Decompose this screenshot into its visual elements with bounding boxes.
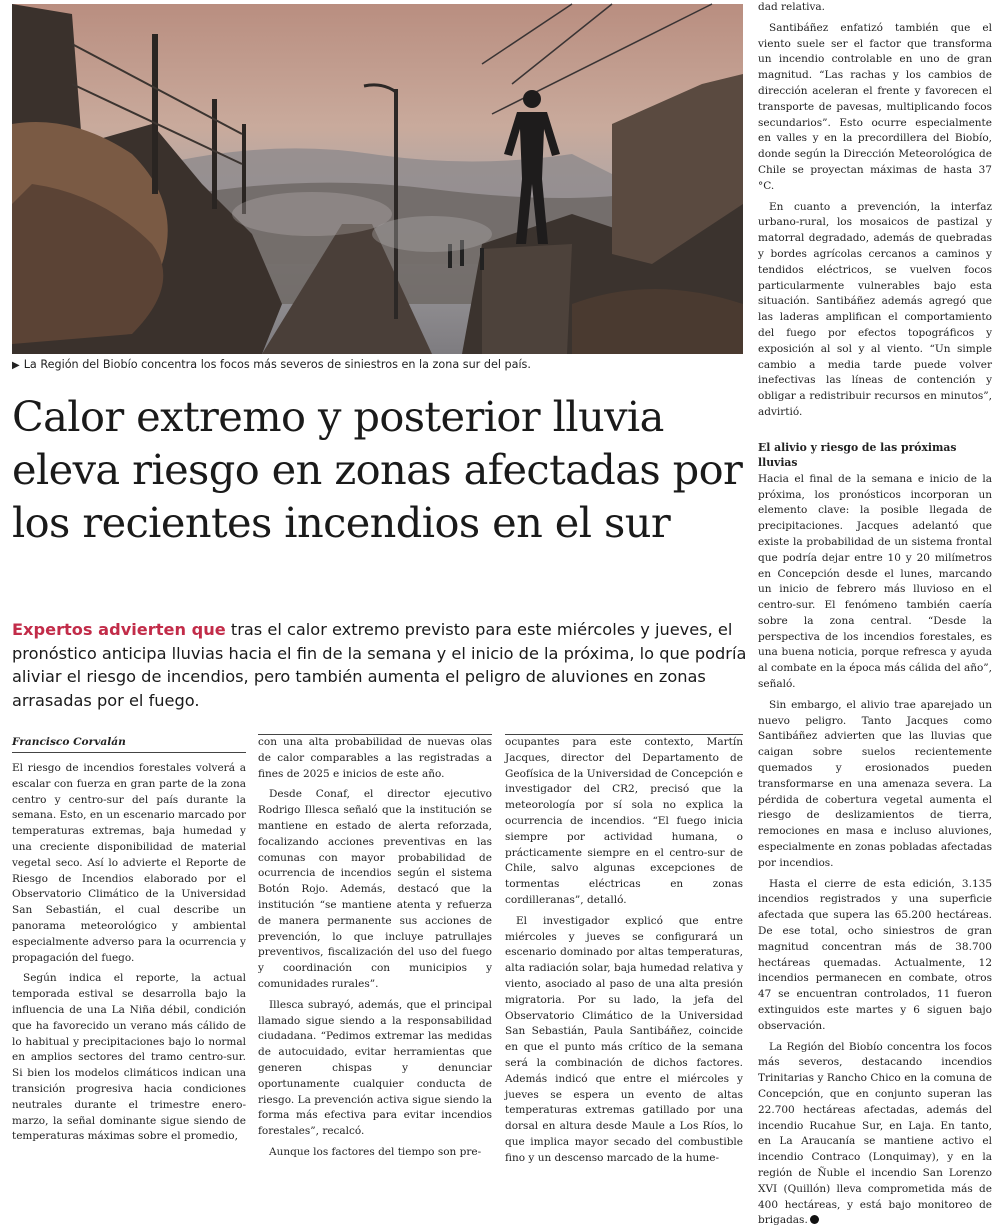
lead-text: tras el calor extremo previsto para este miércoles y jueves, el pronóstico anticipa lluvias hacia el fin de la semana y el inicio de la próxima, lo que podría aliviar el riesgo de incendios, pero también aumenta el peligro de aluviones en zonas arrasadas por el fuego. — [12, 620, 747, 710]
fire-aftermath-photo-illustration — [12, 4, 743, 354]
section-subheading: El alivio y riesgo de las próximas lluvias — [758, 440, 957, 469]
photo-caption-text: La Región del Biobío concentra los focos más severos de siniestros en la zona sur del país. — [23, 358, 531, 371]
author-byline: Francisco Corvalán — [12, 734, 246, 753]
paragraph: ocupantes para este contexto, Martín Jacques, director del Departamento de Geofísica de la Universidad de Concepción e investigador del CR2, precisó que la meteorología por sí sola no explica la ocurrencia de incendios. “El fuego inicia siempre por actividad humana, o prácticamente siempre en el centro-sur de Chile, salvo algunas excepciones de tormentas eléctricas en zonas cordilleranas”, detalló. — [505, 736, 743, 906]
paragraph: con una alta probabilidad de nuevas olas de calor comparables a las registradas a fines de 2025 e inicios de este año. — [258, 736, 492, 780]
photo-caption — [12, 357, 747, 374]
paragraph: Según indica el reporte, la actual temporada estival se desarrolla bajo la influencia de una La Niña débil, condición que ha favorecido un verano más cálido de lo habitual y precipitaciones bajo lo normal en amplios sectores del tramo centro-sur. Si bien los modelos climáticos indican una transición progresiva hacia condiciones neutrales durante el trimestre enero-marzo, la señal dominante sigue siendo de temperaturas máximas sobre el promedio, — [12, 972, 246, 1143]
triangle-right-icon: ▶ — [12, 360, 20, 371]
lead-highlight: Expertos advierten que — [12, 620, 226, 639]
paragraph: Desde Conaf, el director ejecutivo Rodrigo Illesca señaló que la institución se mantiene en estado de alerta reforzada, focalizando acciones preventivas en las comunas con mayor probabilidad de ocurrencia de incendios según el sistema Botón Rojo. Además, destacó que la institución “se mantiene atenta y refuerza de manera permanente sus acciones de prevención, lo que incluye patrullajes preventivos, fiscalización del uso del fuego y coordinación con municipios y comunidades rurales”. — [258, 788, 492, 990]
paragraph: El investigador explicó que entre miércoles y jueves se configurará un escenario dominado por altas temperaturas, alta radiación solar, baja humedad relativa y viento, asociado al paso de una alta presión migratoria. Por su lado, la jefa del Observatorio Climático de la Universidad San Sebastián, Paula Santibáñez, coincide en que el punto más crítico de la semana será la combinación de dichos factores. Además indicó que entre el miércoles y jueves se espera un evento de altas temperaturas extremas gatillado por una dorsal en altura desde Maule a Los Ríos, lo que implica mayor secado del combustible fino y un descenso marcado de la hume- — [505, 914, 743, 1164]
paragraph: El riesgo de incendios forestales volverá a escalar con fuerza en gran parte de la zona centro y centro-sur del país durante la semana. Esto, en un escenario marcado por temperaturas extremas, baja humedad y una creciente disponibilidad de material vegetal seco. Así lo advierte el Reporte de Riesgo de Incendios elaborado por el Observatorio Climático de la Universidad San Sebastián, el cual describe un panorama meteorológico y ambiental especialmente adverso para la ocurrencia y propagación del fuego. — [12, 762, 246, 964]
paragraph: En cuanto a prevención, la interfaz urbano-rural, los mosaicos de pastizal y matorral degradado, además de quebradas y bordes agrícolas cercanos a caminos y tendidos eléctricos, se vuelven focos particularmente vulnerables bajo esta situación. Santibáñez además agregó que las laderas amplifican el comportamiento del fuego por efectos topográficos y exposición al sol y al viento. “Un simple cambio a media tarde puede volver inefectivas las líneas de contención y obligar a redistribuir recursos en minutos”, advirtió. — [758, 200, 992, 418]
body-column-3 — [505, 734, 743, 1166]
paragraph: Sin embargo, el alivio trae aparejado un nuevo peligro. Tanto Jacques como Santibáñez advierten que las lluvias que caigan sobre suelos recientemente quemados y erosionados pueden transformarse en una amenaza severa. La pérdida de cobertura vegetal aumenta el riesgo de deslizamientos de tierra, remociones en masa e incluso aluviones, especialmente en zonas pobladas afectadas por incendios. — [758, 698, 992, 869]
paragraph: Aunque los factores del tiempo son pre- — [269, 1145, 482, 1158]
paragraph-last — [758, 1040, 992, 1229]
article-photo — [12, 4, 743, 354]
body-column-1 — [12, 734, 246, 1165]
paragraph: Santibáñez enfatizó también que el viento suele ser el factor que transforma un incendio controlable en uno de gran magnitud. “Las rachas y los cambios de dirección aceleran el frente y favorecen el transporte de pavesas, multiplicando focos secundarios”. Esto ocurre especialmente en valles y en la precordillera del Biobío, donde según la Dirección Meteorológica de Chile se proyectan máximas de hasta 37 °C. — [758, 21, 992, 192]
paragraph: Hasta el cierre de esta edición, 3.135 incendios registrados y una superficie afectada que supera las 65.200 hectáreas. De ese total, ocho siniestros de gran magnitud concentran más de 38.700 hectáreas quemadas. Actualmente, 12 incendios permanecen en combate, otros 47 se encuentran controlados, 11 fueron extinguidos este martes y 6 siguen bajo observación. — [758, 877, 992, 1032]
article-lead — [12, 618, 747, 712]
body-column-4 — [758, 0, 992, 1227]
article-headline: Calor extremo y posterior lluvia eleva riesgo en zonas afectadas por los recientes incendios en el sur — [12, 392, 743, 547]
paragraph: Hacia el final de la semana e inicio de la próxima, los pronósticos incorporan un elemento clave: la posible llegada de precipitaciones. Jacques adelantó que existe la probabilidad de un sistema frontal que podría dejar entre 10 y 20 milímetros en Concepción desde el lunes, marcando un inicio de febrero más lluvioso en el centro-sur. El fenómeno también caería sobre la zona central. “Desde la perspectiva de los incendios forestales, es una buena noticia, porque refresca y ayuda al combate en la época más cálida del año”, señaló. — [758, 472, 992, 691]
body-column-2 — [258, 734, 492, 1166]
paragraph-text: La Región del Biobío concentra los focos más severos, destacando incendios Trinitarias y Rancho Chico en la comuna de Concepción, que en conjunto superan las 22.700 hectáreas afectadas, además del incendio Rucahue Sur, en Laja. En tanto, en La Araucanía se mantiene activo el incendio Contraco (Lonquimay), y en la región de Ñuble el incendio San Lorenzo XVI (Quillón) lleva comprometida más de 400 hectáreas, y está bajo monitoreo de brigadas. — [758, 1040, 992, 1227]
paragraph: Illesca subrayó, además, que el principal llamado sigue siendo a la responsabilidad ciudadana. “Pedimos extremar las medidas de autocuidado, evitar herramientas que generen chispas y denunciar oportunamente cualquier conducta de riesgo. La prevención activa sigue siendo la forma más efectiva para evitar incendios forestales”, recalcó. — [258, 998, 492, 1138]
end-of-article-mark-icon — [810, 1215, 819, 1224]
paragraph: dad relativa. — [758, 1, 825, 13]
